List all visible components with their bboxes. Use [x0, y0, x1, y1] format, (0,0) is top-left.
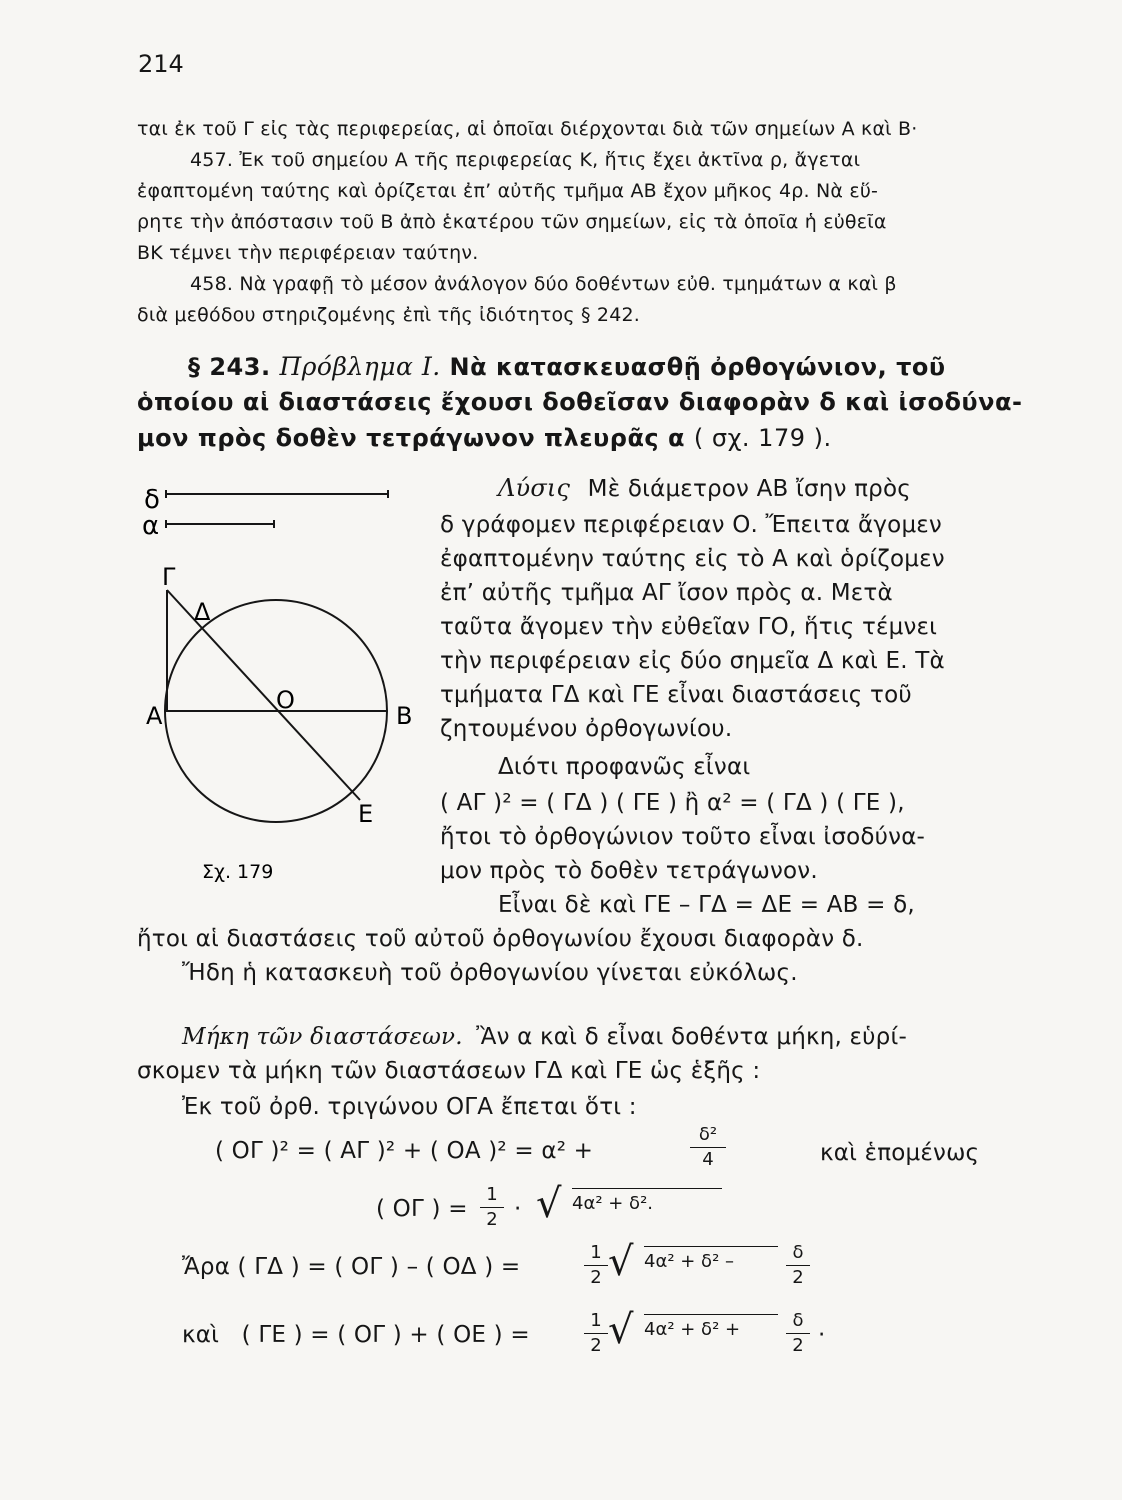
point-E: Ε — [358, 800, 374, 828]
intro-line: 458. Νὰ γραφῇ τὸ μέσον ἀνάλογον δύο δοθέντων εὐθ. τμημάτων α καὶ β — [190, 273, 897, 295]
solution-line: δ γράφομεν περιφέρειαν Ο. Ἔπειτα ἄγομεν — [440, 512, 942, 538]
equation-1-lhs: ( ΟΓ )² = ( ΑΓ )² + ( ΟΑ )² = α² + — [215, 1138, 594, 1164]
fraction-bar — [584, 1265, 608, 1266]
solution-line: ( ΑΓ )² = ( ΓΔ ) ( ΓΕ ) ἢ α² = ( ΓΔ ) ( ΓΕ ), — [440, 790, 905, 816]
equation-2-dot: · — [514, 1196, 522, 1222]
solution-line: ἐφαπτομένην ταύτης εἰς τὸ Α καὶ ὁρίζομεν — [440, 546, 945, 572]
point-G: Γ — [162, 563, 176, 591]
intro-line: 457. Ἐκ τοῦ σημείου Α τῆς περιφερείας Κ, ἥτις ἔχει ἀκτῖνα ρ, ἄγεται — [190, 149, 861, 171]
solution-text: Μὲ διάμετρον ΑΒ ἴσην πρὸς — [587, 476, 911, 502]
equation-4-end: · — [818, 1322, 826, 1348]
equation-3-lhs: Ἄρα ( ΓΔ ) = ( ΟΓ ) – ( ΟΔ ) = — [182, 1254, 521, 1280]
equation-2-lhs: ( ΟΓ ) = — [376, 1196, 468, 1222]
fraction-bar — [584, 1333, 608, 1334]
fraction-denominator: 2 — [792, 1267, 804, 1288]
figure-caption: Σχ. 179 — [202, 861, 274, 883]
equation-3-half — [786, 1242, 810, 1289]
solution-line: ταῦτα ἄγομεν τὴν εὐθεῖαν ΓΟ, ἥτις τέμνει — [440, 614, 938, 640]
fraction-bar — [786, 1333, 810, 1334]
radicand: 4α² + δ² – — [644, 1246, 778, 1272]
fraction-numerator: δ — [792, 1242, 804, 1263]
section-title-part: Νὰ κατασκευασθῇ ὀρθογώνιον, τοῦ — [449, 353, 946, 381]
point-O: Ο — [276, 686, 295, 714]
figure-ref: ( σχ. 179 ). — [693, 424, 832, 452]
solution-line: Εἶναι δὲ καὶ ΓΕ – ΓΔ = ΔΕ = ΑΒ = δ, — [498, 892, 915, 918]
solution-line: ἐπ’ αὐτῆς τμῆμα ΑΓ ἴσον πρὸς α. Μετὰ — [440, 580, 893, 606]
section-title-line — [188, 352, 946, 381]
section-title-line — [137, 424, 832, 452]
fraction-numerator: 1 — [590, 1310, 602, 1331]
fraction-bar — [480, 1207, 504, 1208]
equation-3-fraction — [584, 1242, 608, 1289]
page-number: 214 — [138, 50, 184, 78]
label-delta: δ — [144, 485, 160, 515]
intro-line: διὰ μεθόδου στηριζομένης ἐπὶ τῆς ἰδιότητος § 242. — [137, 304, 641, 326]
intro-line: ρητε τὴν ἀπόστασιν τοῦ Β ἀπὸ ἑκατέρου τῶν σημείων, εἰς τὰ ὁποῖα ἡ εὐθεῖα — [137, 211, 887, 233]
lengths-line — [182, 1024, 907, 1050]
intro-line: ται ἐκ τοῦ Γ εἰς τὰς περιφερείας, αἱ ὁποῖαι διέρχονται διὰ τῶν σημείων Α καὶ Β· — [137, 118, 918, 140]
intro-line: ΒΚ τέμνει τὴν περιφέρειαν ταύτην. — [137, 242, 479, 264]
fraction-numerator: δ² — [698, 1124, 718, 1145]
section-title-line: ὁποίου αἱ διαστάσεις ἔχουσι δοθεῖσαν διαφορὰν δ καὶ ἰσοδύνα- — [137, 388, 1023, 416]
solution-line: τμήματα ΓΔ καὶ ΓΕ εἶναι διαστάσεις τοῦ — [440, 682, 912, 708]
fraction-denominator: 2 — [590, 1335, 602, 1356]
radicand: 4α² + δ². — [572, 1188, 722, 1214]
solution-line: τὴν περιφέρειαν εἰς δύο σημεῖα Δ καὶ Ε. Τὰ — [440, 648, 945, 674]
solution-full-line: ἤτοι αἱ διαστάσεις τοῦ αὐτοῦ ὀρθογωνίου ἔχουσι διαφορὰν δ. — [137, 926, 864, 952]
equation-1-tail: καὶ ἑπομένως — [820, 1140, 980, 1166]
fraction-denominator: 2 — [792, 1335, 804, 1356]
fraction-denominator: 4 — [702, 1149, 714, 1170]
fraction-bar — [786, 1265, 810, 1266]
lengths-line: Ἐκ τοῦ ὀρθ. τριγώνου ΟΓΑ ἔπεται ὅτι : — [182, 1094, 637, 1120]
fraction-numerator: δ — [792, 1310, 804, 1331]
solution-label: Λύσις — [498, 474, 571, 502]
point-A: Α — [146, 702, 163, 730]
fraction-numerator: 1 — [590, 1242, 602, 1263]
point-B: Β — [396, 702, 413, 730]
solution-line: ἤτοι τὸ ὀρθογώνιον τοῦτο εἶναι ἰσοδύνα- — [440, 824, 926, 850]
equation-4-lhs: καὶ ( ΓΕ ) = ( ΟΓ ) + ( ΟΕ ) = — [182, 1322, 530, 1348]
equation-4-fraction — [584, 1310, 608, 1357]
equation-4-half — [786, 1310, 810, 1357]
section-title-part: μον πρὸς δοθὲν τετράγωνον πλευρᾶς α — [137, 424, 685, 452]
radicand: 4α² + δ² + — [644, 1314, 778, 1340]
solution-line: μον πρὸς τὸ δοθὲν τετράγωνον. — [440, 858, 818, 884]
fraction-denominator: 2 — [590, 1267, 602, 1288]
fraction-bar — [690, 1147, 726, 1148]
lengths-line: σκομεν τὰ μήκη τῶν διαστάσεων ΓΔ καὶ ΓΕ ὡς ἑξῆς : — [137, 1058, 761, 1084]
equation-1-fraction — [690, 1124, 726, 1171]
problem-label: Πρόβλημα Ι. — [279, 352, 441, 381]
point-D: Δ — [194, 598, 211, 626]
equation-2-fraction — [480, 1184, 504, 1231]
solution-line — [498, 474, 911, 502]
solution-line: Διότι προφανῶς εἶναι — [498, 754, 751, 780]
solution-full-line: Ἤδη ἡ κατασκευὴ τοῦ ὀρθογωνίου γίνεται εὐκόλως. — [182, 960, 798, 986]
lengths-text: Ἂν α καὶ δ εἶναι δοθέντα μήκη, εὑρί- — [476, 1024, 907, 1050]
lengths-label: Μήκη τῶν διαστάσεων. — [182, 1024, 463, 1050]
figure-179 — [130, 470, 430, 890]
fraction-denominator: 2 — [486, 1209, 498, 1230]
fraction-numerator: 1 — [486, 1184, 498, 1205]
label-alpha: α — [142, 511, 160, 541]
intro-line: ἐφαπτομένη ταύτης καὶ ὁρίζεται ἐπ’ αὐτῆς τμῆμα ΑΒ ἔχον μῆκος 4ρ. Νὰ εὕ- — [137, 180, 879, 202]
section-number: § 243. — [188, 353, 271, 381]
radical-sign: √ — [608, 1307, 634, 1353]
radical-sign: √ — [536, 1181, 562, 1227]
radical-sign: √ — [608, 1239, 634, 1285]
solution-line: ζητουμένου ὀρθογωνίου. — [440, 716, 733, 742]
